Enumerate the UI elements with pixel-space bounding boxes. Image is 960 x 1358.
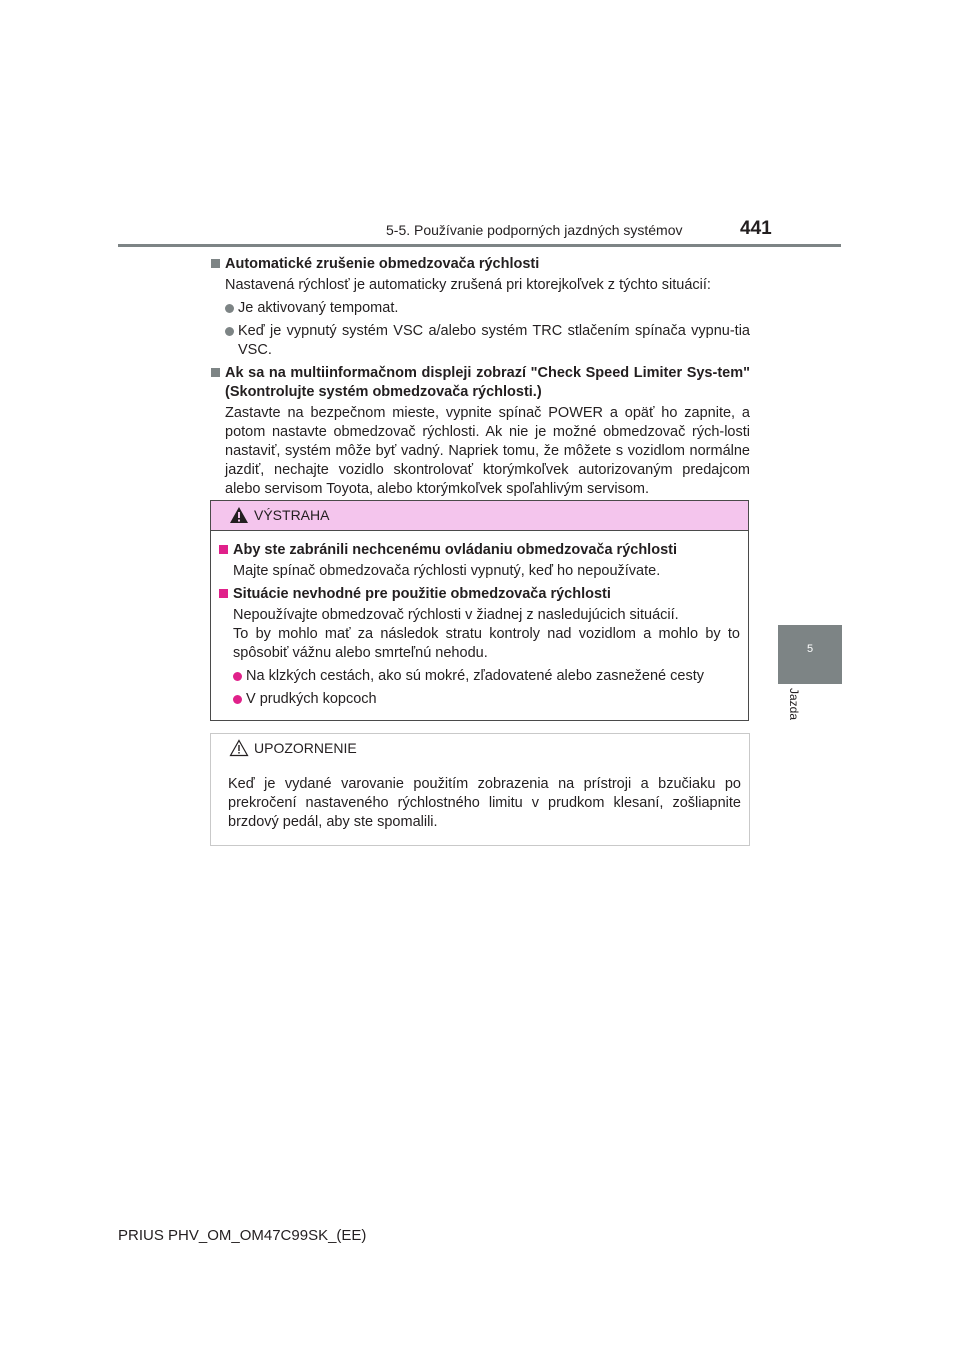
list-item: Na klzkých cestách, ako sú mokré, zľadovatené alebo zasnežené cesty: [218, 667, 740, 686]
list-item: V prudkých kopcoch: [218, 690, 740, 709]
warning-item-paragraph: Majte spínač obmedzovača rýchlosti vypnutý, keď ho nepoužívate.: [233, 563, 661, 579]
notice-header: [211, 734, 749, 764]
chapter-tab: [778, 625, 842, 684]
section-heading: Automatické zrušenie obmedzovača rýchlosti: [210, 255, 750, 274]
warning-header: [211, 501, 748, 531]
warning-title: VÝSTRAHA: [254, 507, 330, 523]
footer-doc-code: PRIUS PHV_OM_OM47C99SK_(EE): [118, 1227, 367, 1244]
square-bullet-icon: [211, 259, 220, 268]
header-divider: [118, 244, 841, 247]
warning-item-heading: Situácie nevhodné pre použitie obmedzovača rýchlosti: [218, 585, 740, 604]
section-paragraph: Zastavte na bezpečnom mieste, vypnite spínač POWER a opäť ho zapnite, a potom nastavte obmedzovač rýchlosti. Ak nie je možné obmedzovač rých-losti nastaviť, systém môže byť vadný. Napriek tomu, že môžete s vozidlom normálne jazdiť, nechajte vozidlo skontrolovať ktorýmkoľvek autorizovaným predajcom alebo servisom Toyota, alebo ktorýmkoľvek spoľahlivým servisom.: [225, 405, 750, 497]
notice-box: [210, 733, 750, 846]
round-bullet-icon: [233, 672, 242, 681]
chapter-number: 5: [806, 643, 814, 655]
section-paragraph: Nastavená rýchlosť je automaticky zrušená pri ktorejkoľvek z týchto situácií:: [225, 277, 711, 293]
square-bullet-icon: [219, 589, 228, 598]
chapter-label: Jazda: [787, 688, 801, 721]
warning-triangle-icon: [229, 506, 249, 524]
list-item: Keď je vypnutý systém VSC a/alebo systém TRC stlačením spínača vypnu-tia VSC.: [210, 322, 750, 360]
notice-title: UPOZORNENIE: [254, 740, 357, 756]
warning-body: [211, 531, 748, 709]
main-content: [210, 255, 750, 499]
running-header-section: 5-5. Používanie podporných jazdných systémov: [386, 222, 683, 238]
warning-item-paragraph: Nepoužívajte obmedzovač rýchlosti v žiadnej z nasledujúcich situácií.: [233, 607, 679, 623]
notice-text: Keď je vydané varovanie použitím zobrazenia na prístroji a bzučiaku po prekročení nastaveného rýchlostného limitu v prudkom klesaní, zošliapnite brzdový pedál, aby ste spomalili.: [228, 776, 741, 830]
page-number: 441: [740, 218, 772, 239]
section-heading: Ak sa na multiinformačnom displeji zobrazí "Check Speed Limiter Sys-tem" (Skontrolujte systém obmedzovača rýchlosti.): [210, 364, 750, 402]
round-bullet-icon: [233, 695, 242, 704]
warning-box: [210, 500, 749, 721]
warning-item-paragraph: To by mohlo mať za následok stratu kontroly nad vozidlom a mohlo by to spôsobiť vážnu alebo smrteľnú nehodu.: [233, 626, 740, 661]
square-bullet-icon: [211, 368, 220, 377]
warning-item-heading: Aby ste zabránili nechcenému ovládaniu obmedzovača rýchlosti: [218, 541, 740, 560]
caution-triangle-icon: [229, 739, 249, 757]
round-bullet-icon: [225, 327, 234, 336]
square-bullet-icon: [219, 545, 228, 554]
list-item: Je aktivovaný tempomat.: [210, 299, 750, 318]
round-bullet-icon: [225, 304, 234, 313]
